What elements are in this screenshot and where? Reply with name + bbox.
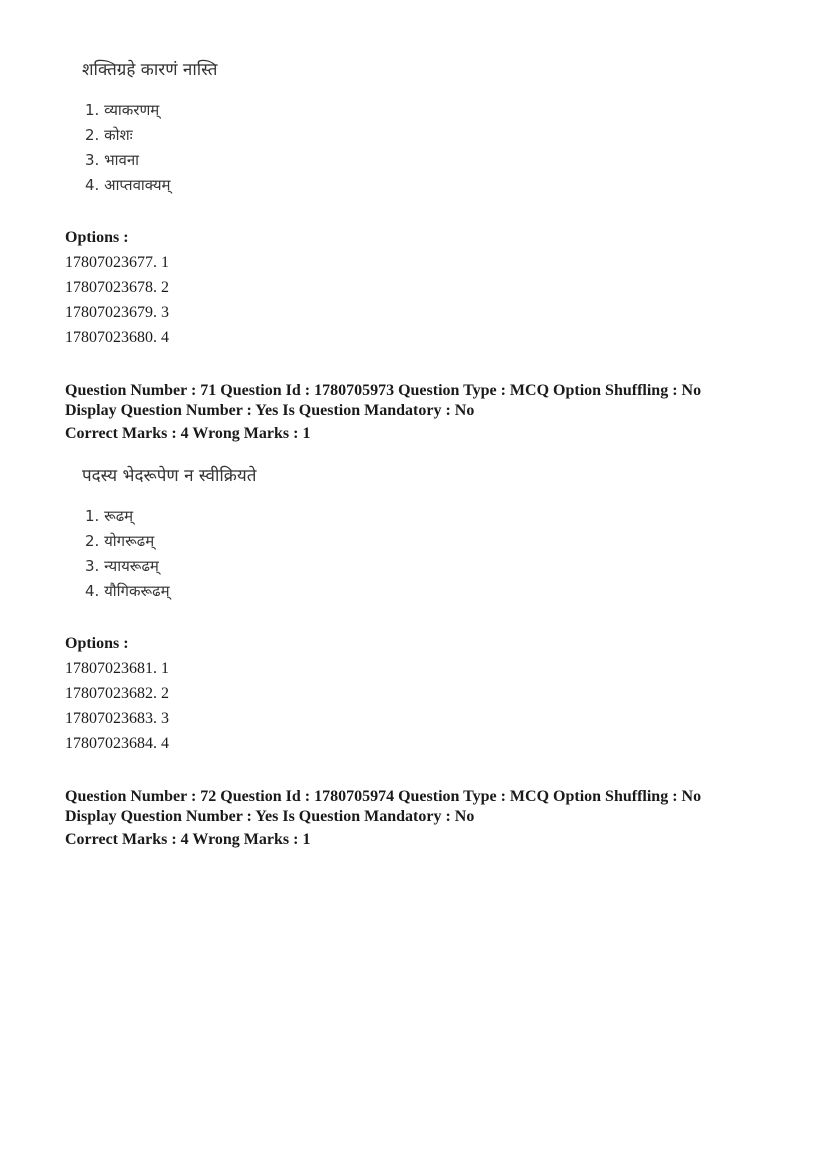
marks-line: Correct Marks : 4 Wrong Marks : 1 bbox=[65, 831, 311, 848]
option-row: 17807023683. 3 bbox=[65, 710, 169, 727]
choice-list bbox=[85, 504, 170, 604]
option-list bbox=[65, 656, 169, 756]
option-row: 17807023678. 2 bbox=[65, 279, 169, 296]
option-row: 17807023677. 1 bbox=[65, 254, 169, 271]
question-meta-line: Question Number : 71 Question Id : 1780705973 Question Type : MCQ Option Shuffling : No bbox=[65, 382, 702, 399]
option-list bbox=[65, 250, 169, 350]
options-label: Options : bbox=[65, 635, 129, 652]
option-row: 17807023681. 1 bbox=[65, 660, 169, 677]
question-meta-line: Display Question Number : Yes Is Question Mandatory : No bbox=[65, 402, 475, 419]
options-label: Options : bbox=[65, 229, 129, 246]
choice-item: 1. रूढम् bbox=[85, 507, 134, 525]
option-row: 17807023680. 4 bbox=[65, 329, 169, 346]
choice-item: 4. यौगिकरूढम् bbox=[85, 582, 170, 600]
choice-item: 2. योगरूढम् bbox=[85, 532, 155, 550]
choice-item: 3. न्यायरूढम् bbox=[85, 557, 159, 575]
question-meta-line: Question Number : 72 Question Id : 1780705974 Question Type : MCQ Option Shuffling : No bbox=[65, 788, 702, 805]
question-meta-line: Display Question Number : Yes Is Question Mandatory : No bbox=[65, 808, 475, 825]
choice-item: 1. व्याकरणम् bbox=[85, 101, 160, 119]
question-meta bbox=[65, 381, 701, 443]
choice-item: 3. भावना bbox=[85, 151, 140, 169]
choice-item: 4. आप्तवाक्यम् bbox=[85, 176, 171, 194]
choice-list bbox=[85, 98, 171, 198]
option-row: 17807023684. 4 bbox=[65, 735, 169, 752]
choice-item: 2. कोशः bbox=[85, 126, 133, 144]
question-text: शक्तिग्रहे कारणं नास्ति bbox=[82, 60, 218, 80]
question-text: पदस्य भेदरूपेण न स्वीक्रियते bbox=[82, 466, 257, 486]
option-row: 17807023679. 3 bbox=[65, 304, 169, 321]
option-row: 17807023682. 2 bbox=[65, 685, 169, 702]
question-meta bbox=[65, 787, 701, 849]
marks-line: Correct Marks : 4 Wrong Marks : 1 bbox=[65, 425, 311, 442]
